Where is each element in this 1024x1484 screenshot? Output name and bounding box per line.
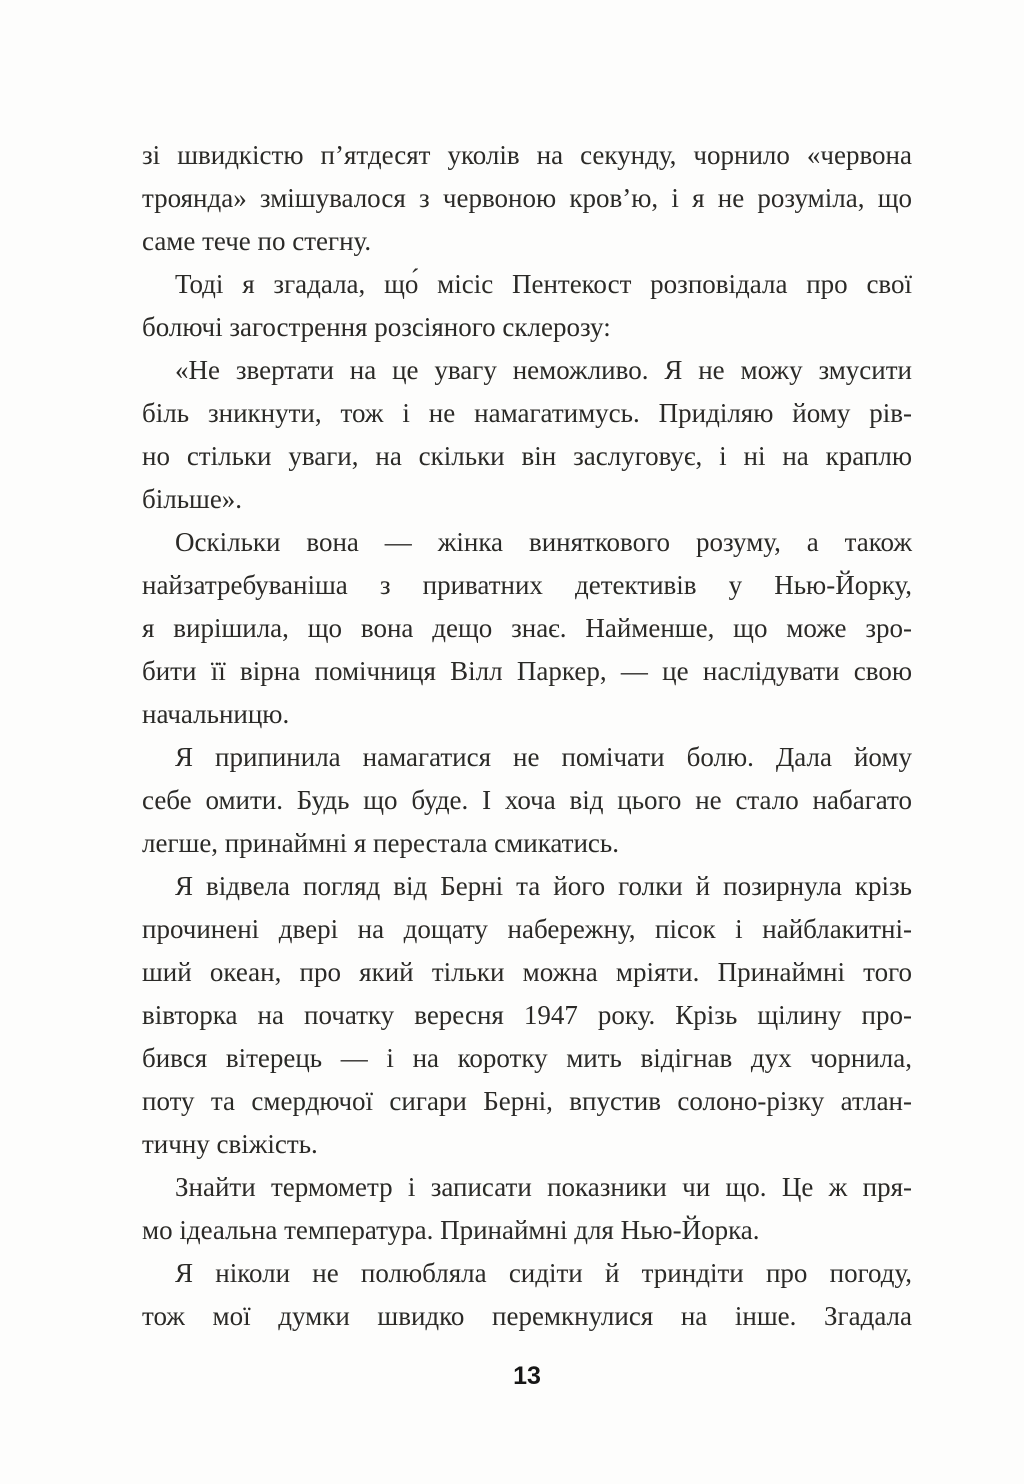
text-line: себе омити. Будь що буде. І хоча від цього не стало набагато bbox=[142, 785, 912, 815]
text-line: Оскільки вона — жінка виняткового розуму, а також bbox=[175, 527, 912, 557]
text-line: Я припинила намагатися не помічати болю. Дала йому bbox=[175, 742, 912, 772]
text-line: бився вітерець — і на коротку мить відігнав дух чорнила, bbox=[142, 1043, 912, 1073]
text-line: троянда» змішувалося з червоною кров’ю, і я не розуміла, що bbox=[142, 183, 912, 213]
text-line: найзатребуваніша з приватних детективів у Нью-Йорку, bbox=[142, 570, 912, 600]
paragraph bbox=[142, 134, 912, 263]
paragraph bbox=[142, 1166, 912, 1338]
text-line: мо ідеальна температура. Принаймні для Нью-Йорка. bbox=[142, 1215, 760, 1245]
text-line: я вирішила, що вона дещо знає. Найменше, що може зро- bbox=[142, 613, 912, 643]
page-text-block bbox=[142, 134, 912, 1338]
text-line: поту та смердючої сигари Берні, впустив солоно-різку атлан- bbox=[142, 1086, 912, 1116]
text-line: «Не звертати на це увагу неможливо. Я не можу змусити bbox=[175, 355, 912, 385]
text-line: саме тече по стегну. bbox=[142, 226, 372, 256]
paragraph bbox=[142, 349, 912, 521]
text-line: прочинені двері на дощату набережну, пісок і найблакитні- bbox=[142, 914, 912, 944]
text-line: Я відвела погляд від Берні та його голки й позирнула крізь bbox=[175, 871, 912, 901]
paragraph bbox=[142, 521, 912, 736]
text-line: Знайти термометр і записати показники чи що. Це ж пря- bbox=[175, 1172, 912, 1202]
text-line: тичну свіжість. bbox=[142, 1129, 318, 1159]
paragraph bbox=[142, 263, 912, 349]
text-line: вівторка на початку вересня 1947 року. Крізь щілину про- bbox=[142, 1000, 912, 1030]
text-line: Тоді я згадала, що́ місіс Пентекост розповідала про свої bbox=[175, 269, 912, 299]
text-line: но стільки уваги, на скільки він заслуговує, і ні на краплю bbox=[142, 441, 912, 471]
text-line: начальницю. bbox=[142, 699, 290, 729]
text-line: зі швидкістю п’ятдесят уколів на секунду, чорнило «червона bbox=[142, 140, 912, 170]
paragraph bbox=[142, 736, 912, 865]
text-line: Я ніколи не полюбляла сидіти й триндіти про погоду, bbox=[175, 1258, 912, 1288]
text-line: ший океан, про який тільки можна мріяти. Принаймні того bbox=[142, 957, 912, 987]
text-line: біль зникнути, тож і не намагатимусь. Приділяю йому рів- bbox=[142, 398, 912, 428]
paragraph bbox=[142, 865, 912, 1166]
text-line: бити її вірна помічниця Вілл Паркер, — це наслідувати свою bbox=[142, 656, 912, 686]
text-line: більше». bbox=[142, 484, 243, 514]
text-line: легше, принаймні я перестала смикатись. bbox=[142, 828, 619, 858]
page-number: 13 bbox=[513, 1362, 541, 1390]
text-line: болючі загострення розсіяного склерозу: bbox=[142, 312, 611, 342]
text-line: тож мої думки швидко перемкнулися на інше. Згадала bbox=[142, 1301, 912, 1331]
